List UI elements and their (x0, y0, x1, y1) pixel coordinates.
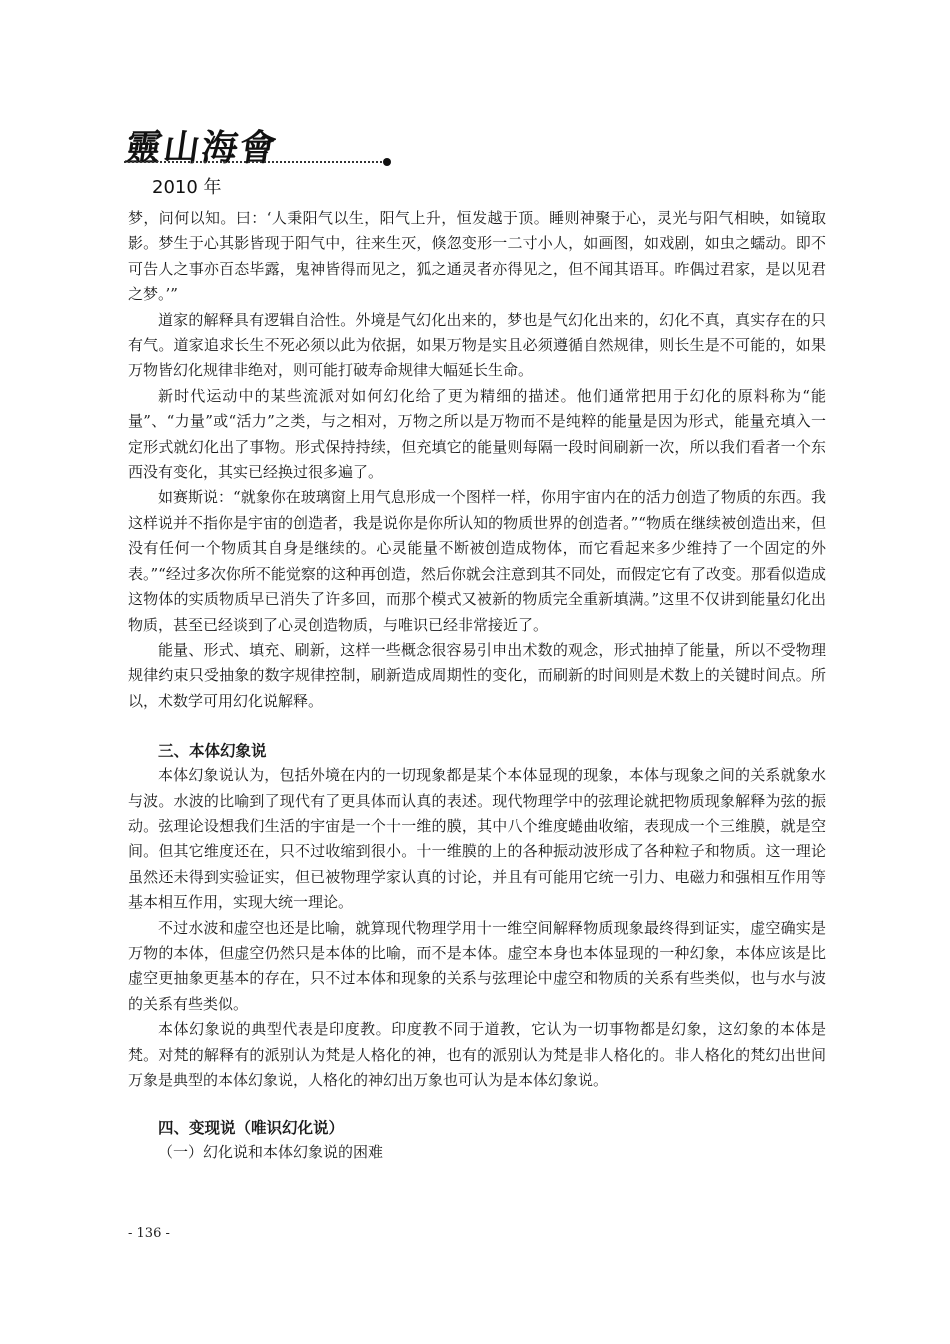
paragraph: 本体幻象说的典型代表是印度教。印度教不同于道教，它认为一切事物都是幻象，这幻象的本体是梵。对梵的解释有的派别认为梵是人格化的神，也有的派别认为梵是非人格化的。非人格化的梵幻出世间万象是典型的本体幻象说，人格化的神幻出万象也可认为是本体幻象说。 (128, 1020, 826, 1089)
paragraph: 新时代运动中的某些流派对如何幻化给了更为精细的描述。他们通常把用于幻化的原料称为“能量”、“力量”或“活力”之类，与之相对，万物之所以是万物而不是纯粹的能量是因为形式，能量充填入一定形式就幻化出了事物。形式保持持续，但充填它的能量则每隔一段时间刷新一次，所以我们看者一个东西没有变化，其实已经换过很多遍了。 (128, 386, 826, 482)
section-heading-3: 三、本体幻象说 (158, 741, 267, 761)
paragraph: 如赛斯说：“就象你在玻璃窗上用气息形成一个图样一样，你用宇宙内在的活力创造了物质的东西。我这样说并不指你是宇宙的创造者，我是说你是你所认知的物质世界的创造者。”“物质在继续被创造出来，但没有任何一个物质其自身是继续的。心灵能量不断被创造成物体，而它看起来多少维持了一个固定的外表。”“经过多次你所不能觉察的这种再创造，然后你就会注意到其不同处，而假定它有了改变。那看似造成这物体的实质物质早已消失了许多回，而那个模式又被新的物质完全重新填满。”这里不仅讲到能量幻化出物质，甚至已经谈到了心灵创造物质，与唯识已经非常接近了。 (128, 488, 826, 634)
paragraph: 道家的解释具有逻辑自洽性。外境是气幻化出来的，梦也是气幻化出来的，幻化不真，真实存在的只有气。道家追求长生不死必须以此为依据，如果万物是实且必须遵循自然规律，则长生是不可能的，如果万物皆幻化规律非绝对，则可能打破寿命规律大幅延长生命。 (128, 310, 826, 380)
paragraph: 不过水波和虚空也还是比喻，就算现代物理学用十一维空间解释物质现象最终得到证实，虚空确实是万物的本体，但虚空仍然只是本体的比喻，而不是本体。虚空本身也本体显现的一种幻象，本体应该是比虚空更抽象更基本的存在，只不过本体和现象的关系与弦理论中虚空和物质的关系有些类似，也与水与波的关系有些类似。 (128, 918, 826, 1013)
header-year: 2010 年 (152, 177, 222, 198)
article-body (128, 206, 826, 1165)
header-dotted-rule (124, 161, 386, 163)
paragraph: 能量、形式、填充、刷新，这样一些概念很容易引申出术数的观念，形式抽掉了能量，所以不受物理规律约束只受抽象的数字规律控制，刷新造成周期性的变化，而刷新的时间则是术数上的关键时间点。所以，术数学可用幻化说解释。 (128, 640, 826, 710)
paragraph: 本体幻象说认为，包括外境在内的一切现象都是某个本体显现的现象，本体与现象之间的关系就象水与波。水波的比喻到了现代有了更具体而认真的表述。现代物理学中的弦理论就把物质现象解释为弦的振动。弦理论设想我们生活的宇宙是一个十一维的膜，其中八个维度蜷曲收缩，表现成一个三维膜，就是空间。但其它维度还在，只不过收缩到很小。十一维膜的上的各种振动波形成了各种粒子和物质。这一理论虽然还未得到实验证实，但已被物理学家认真的讨论，并且有可能用它统一引力、电磁力和强相互作用等基本相互作用，实现大统一理论。 (128, 766, 826, 912)
section-heading-4: 四、变现说（唯识幻化说） (158, 1118, 345, 1138)
journal-logo: 靈山海會 (122, 127, 281, 169)
paragraph-continued: 梦，问何以知。曰：‘人秉阳气以生，阳气上升，恒发越于顶。睡则神聚于心，灵光与阳气相映，如镜取影。梦生于心其影皆现于阳气中，往来生灭，倏忽变形一二寸小人，如画图，如戏剧，如虫之蠕动。即不可告人之事亦百态毕露，鬼神皆得而见之，狐之通灵者亦得见之，但不闻其语耳。昨偶过君家，是以见君之梦。’” (128, 209, 826, 304)
page-number: - 136 - (128, 1226, 170, 1241)
subsection-heading: （一）幻化说和本体幻象说的困难 (158, 1143, 384, 1162)
header-rule-dot (383, 158, 391, 166)
